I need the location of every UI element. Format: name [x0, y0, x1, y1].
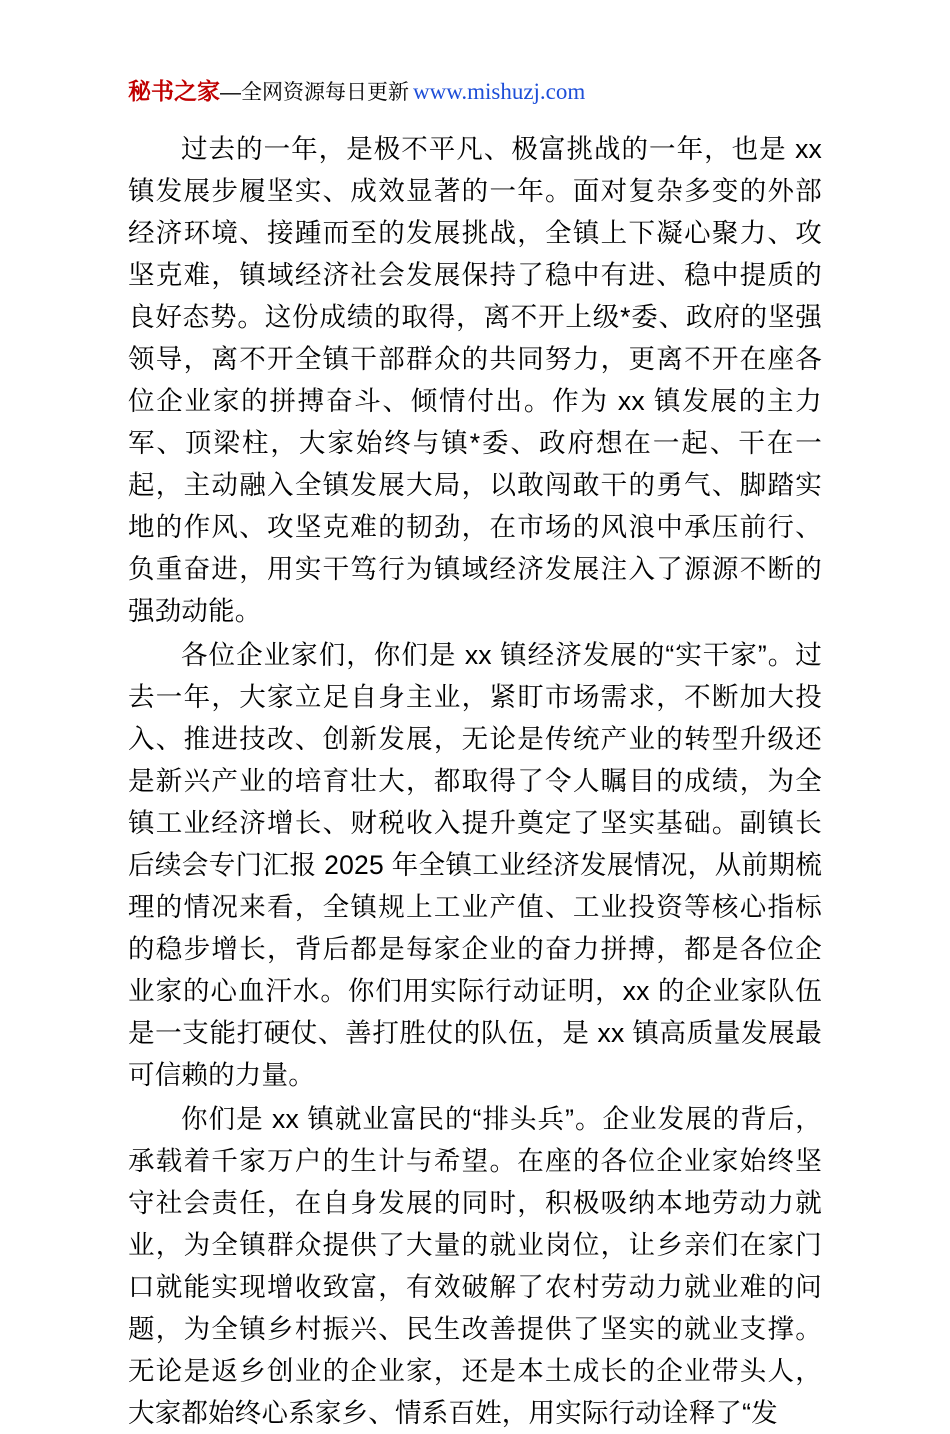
site-url[interactable]: www.mishuzj.com — [413, 79, 586, 104]
site-brand-name: 秘书之家 — [128, 79, 220, 104]
site-tagline: —全网资源每日更新 — [220, 81, 409, 104]
paragraph-2: 各位企业家们，你们是 xx 镇经济发展的“实干家”。过去一年，大家立足自身主业，紧盯市场需求，不断加大投入、推进技改、创新发展，无论是传统产业的转型升级还是新兴产业的培育壮大，都取得了令人瞩目的成绩，为全镇工业经济增长、财税收入提升奠定了坚实基础。副镇长后续会专门汇报 2025 年全镇工业经济发展情况，从前期梳理的情况来看，全镇规上工业产值、工业投资等核心指标的稳步增长，背后都是每家企业的奋力拼搏，都是各位企业家的心血汗水。你们用实际行动证明，xx 的企业家队伍是一支能打硬仗、善打胜仗的队伍，是 xx 镇高质量发展最可信赖的力量。 — [128, 639, 822, 1090]
site-watermark-header — [128, 78, 822, 106]
paragraph-1: 过去的一年，是极不平凡、极富挑战的一年，也是 xx 镇发展步履坚实、成效显著的一年。面对复杂多变的外部经济环境、接踵而至的发展挑战，全镇上下凝心聚力、攻坚克难，镇域经济社会发展保持了稳中有进、稳中提质的良好态势。这份成绩的取得，离不开上级*委、政府的坚强领导，离不开全镇干部群众的共同努力，更离不开在座各位企业家的拼搏奋斗、倾情付出。作为 xx 镇发展的主力军、顶梁柱，大家始终与镇*委、政府想在一起、干在一起，主动融入全镇发展大局，以敢闯敢干的勇气、脚踏实地的作风、攻坚克难的韧劲，在市场的风浪中承压前行、负重奋进，用实干笃行为镇域经济发展注入了源源不断的强劲动能。 — [128, 133, 822, 626]
paragraph-3: 你们是 xx 镇就业富民的“排头兵”。企业发展的背后，承载着千家万户的生计与希望。在座的各位企业家始终坚守社会责任，在自身发展的同时，积极吸纳本地劳动力就业，为全镇群众提供了大量的就业岗位，让乡亲们在家门口就能实现增收致富，有效破解了农村劳动力就业难的问题，为全镇乡村振兴、民生改善提供了坚实的就业支撑。无论是返乡创业的企业家，还是本土成长的企业带头人，大家都始终心系家乡、情系百姓，用实际行动诠释了“发 — [128, 1103, 822, 1428]
document-body — [128, 128, 822, 1434]
